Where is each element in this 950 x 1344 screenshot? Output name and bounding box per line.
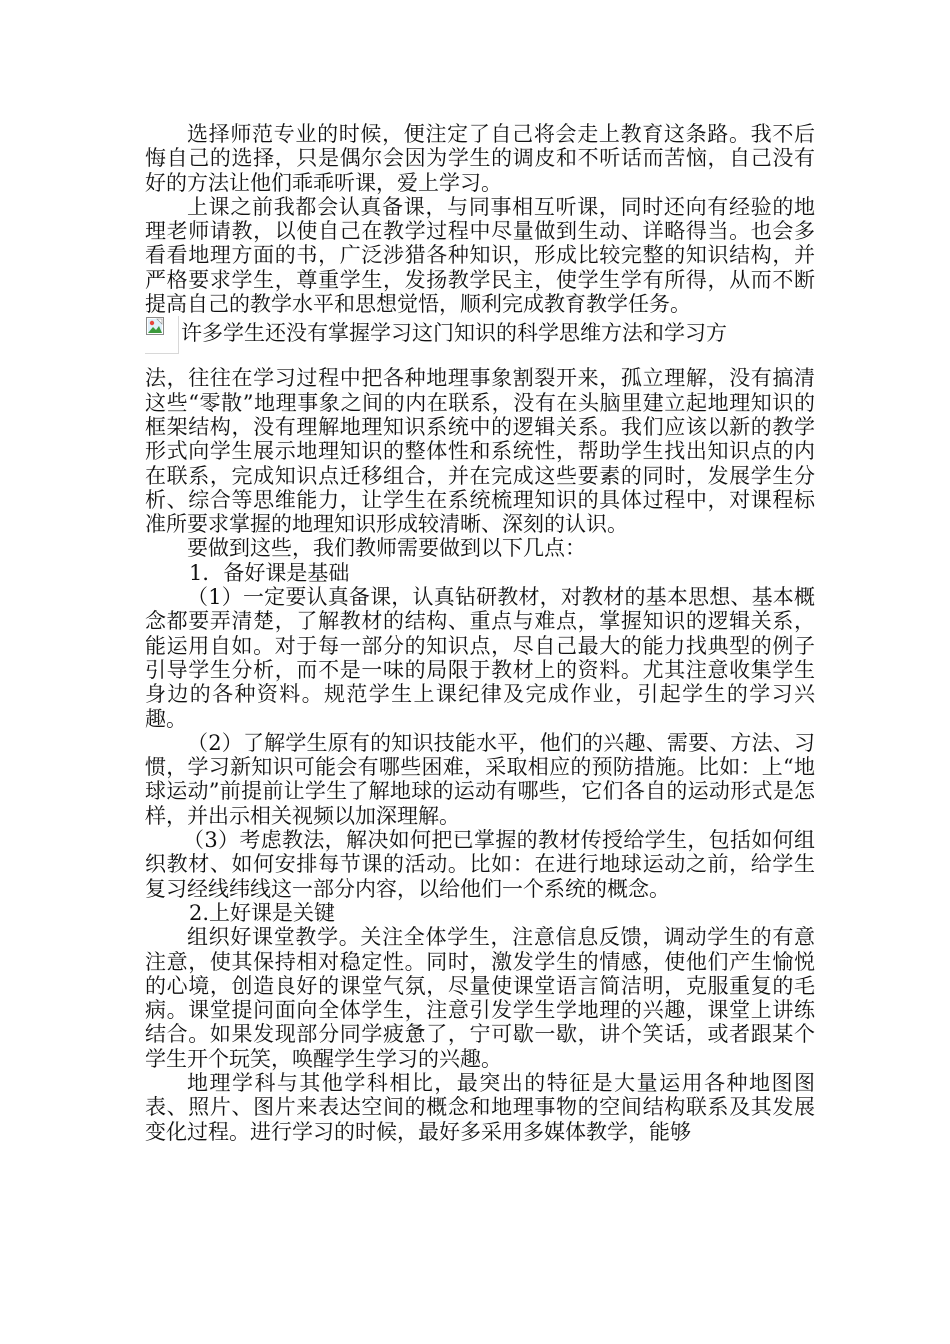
paragraph-geography-features: 地理学科与其他学科相比，最突出的特征是大量运用各种地图图表、照片、图片来表达空间的概念和地理事物的空间结构联系及其发展变化过程。进行学习的时候，最好多采用多媒体教学，能够	[145, 1070, 815, 1144]
image-line-text: 许多学生还没有掌握学习这门知识的科学思维方法和学习方	[181, 321, 727, 346]
heading-prepare-lesson: 1．备好课是基础	[189, 560, 350, 585]
paragraph-point-1: （1）一定要认真备课，认真钻研教材，对教材的基本思想、基本概念都要弄清楚，了解教材的结构、重点与难点，掌握知识的逻辑关系，能运用自如。对于每一部分的知识点，尽自己最大的能力找典型的例子引导学生分析，而不是一味的局限于教材上的资料。尤其注意收集学生身边的各种资料。规范学生上课纪律及完成作业，引起学生的学习兴趣。	[145, 585, 815, 731]
paragraph-point-2: （2）了解学生原有的知识技能水平，他们的兴趣、需要、方法、习惯，学习新知识可能会有哪些困难，采取相应的预防措施。比如：上“地球运动”前提前让学生了解地球的运动有哪些，它们各自的运动形式是怎样，并出示相关视频以加深理解。	[145, 730, 815, 828]
paragraph-point-3: （3）考虑教法，解决如何把已掌握的教材传授给学生，包括如何组织教材、如何安排每节课的活动。比如：在进行地球运动之前，给学生复习经线纬线这一部分内容，以给他们一个系统的概念。	[145, 828, 815, 901]
paragraph-lesson-prep: 上课之前我都会认真备课，与同事相互听课，同时还向有经验的地理老师请教，以使自己在教学过程中尽量做到生动、详略得当。也会多看看地理方面的书，广泛涉猎各种知识，形成比较完整的知识结构，并严格要求学生，尊重学生，发扬教学民主，使学生学有所得，从而不断提高自己的教学水平和思想觉悟，顺利完成教育教学任务。	[145, 194, 815, 317]
heading-teach-lesson: 2.上好课是关键	[189, 900, 336, 925]
paragraph-classroom: 组织好课堂教学。关注全体学生，注意信息反馈，调动学生的有意注意，使其保持相对稳定性。同时，激发学生的情感，使他们产生愉悦的心境，创造良好的课堂气氛，尽量使课堂语言简洁明，克服重复的毛病。课堂提问面向全体学生，注意引发学生学地理的兴趣，课堂上讲练结合。如果发现部分同学疲惫了，宁可歇一歇，讲个笑话，或者跟某个学生开个玩笑，唤醒学生学习的兴趣。	[145, 925, 815, 1071]
image-line	[145, 321, 727, 345]
image-paragraph-rest: 法，往往在学习过程中把各种地理事象割裂开来，孤立理解，没有搞清这些“零散”地理事象之间的内在联系，没有在头脑里建立起地理知识的框架结构，没有理解地理知识系统中的逻辑关系。我们应该以新的教学形式向学生展示地理知识的整体性和系统性，帮助学生找出知识点的内在联系，完成知识点迁移组合，并在完成这些要素的同时，发展学生分析、综合等思维能力，让学生在系统梳理知识的具体过程中，对课程标准所要求掌握的地理知识形成较清晰、深刻的认识。	[145, 366, 815, 537]
broken-image-icon	[145, 316, 179, 354]
paragraph-intro-points: 要做到这些，我们教师需要做到以下几点：	[187, 536, 586, 561]
document-page	[145, 122, 815, 1144]
paragraph-with-image	[145, 316, 815, 536]
paragraph-career-choice: 选择师范专业的时候，便注定了自己将会走上教育这条路。我不后悔自己的选择，只是偶尔会因为学生的调皮和不听话而苦恼，自己没有好的方法让他们乖乖听课，爱上学习。	[145, 122, 815, 195]
